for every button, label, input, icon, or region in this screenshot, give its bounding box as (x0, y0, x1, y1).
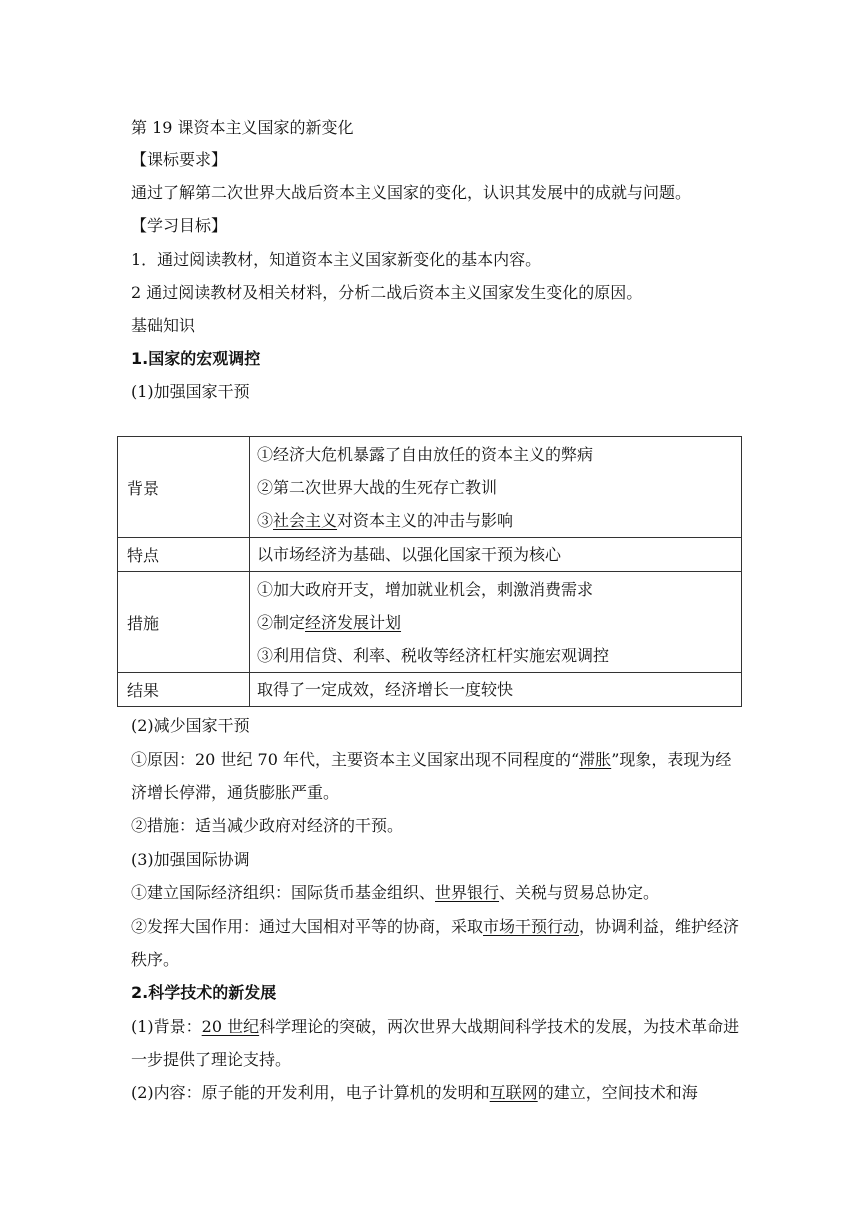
measures-item-2-prefix: ②制定 (257, 612, 306, 632)
subheading-strengthen-intervention: (1)加强国家干预 (131, 382, 250, 401)
background-item-3 (257, 504, 732, 537)
goal-item-1: 1．通过阅读教材，知道资本主义国家新变化的基本内容。 (131, 250, 542, 269)
reason-paragraph (131, 743, 741, 809)
row-label-measures: 措施 (118, 572, 250, 673)
intervention-table (117, 436, 742, 707)
tech-content-suffix: 的建立，空间技术和海 (537, 1083, 698, 1102)
organizations-prefix: ①建立国际经济组织：国际货币基金组织、 (131, 883, 436, 902)
tech-background-prefix: (1)背景： (131, 1017, 202, 1036)
basic-knowledge-heading: 基础知识 (131, 316, 196, 335)
subheading-reduce-intervention: (2)减少国家干预 (131, 716, 250, 735)
term-market-intervention: 市场干预行动 (483, 917, 580, 936)
background-item-1: ①经济大危机暴露了自由放任的资本主义的弊病 (257, 444, 594, 464)
table-row-features (118, 538, 742, 572)
reason-prefix: ①原因：20 世纪 70 年代，主要资本主义国家出现不同程度的“ (131, 750, 580, 769)
measures-item-2 (257, 606, 732, 639)
background-item-2: ②第二次世界大战的生死存亡教训 (257, 477, 498, 497)
tech-content-prefix: (2)内容：原子能的开发利用，电子计算机的发明和 (131, 1083, 490, 1102)
table-row-background (118, 437, 742, 538)
section-heading-goals: 【学习目标】 (131, 216, 228, 235)
results-item-1: 取得了一定成效，经济增长一度较快 (257, 680, 514, 699)
measures-cell (250, 572, 742, 673)
features-cell (250, 538, 742, 572)
organizations-suffix: 、关税与贸易总协定。 (499, 883, 660, 902)
results-cell (250, 673, 742, 707)
background-item-3-prefix: ③ (257, 510, 274, 530)
row-label-results: 结果 (118, 673, 250, 707)
lesson-title: 第 19 课资本主义国家的新变化 (131, 118, 354, 137)
row-label-features: 特点 (118, 538, 250, 572)
tech-content-paragraph (131, 1083, 741, 1103)
term-internet: 互联网 (489, 1083, 538, 1102)
heading-science-technology: 2.科学技术的新发展 (131, 983, 277, 1002)
goal-item-2: 2 通过阅读教材及相关材料，分析二战后资本主义国家发生变化的原因。 (131, 283, 643, 302)
curriculum-text: 通过了解第二次世界大战后资本主义国家的变化，认识其发展中的成就与问题。 (131, 183, 692, 202)
features-item-1: 以市场经济为基础、以强化国家干预为核心 (257, 545, 562, 564)
tech-background-suffix: 科学理论的突破，两次世界大战期间科学技术的发展，为技术革命进一步提供了理论支持。 (131, 1017, 740, 1069)
subheading-international-coordination: (3)加强国际协调 (131, 850, 250, 869)
major-powers-suffix: ，协调利益，维护经济秩序。 (131, 917, 740, 969)
measures-item-1: ①加大政府开支，增加就业机会，刺激消费需求 (257, 579, 594, 599)
measure-paragraph: ②措施：适当减少政府对经济的干预。 (131, 816, 404, 835)
background-cell (250, 437, 742, 538)
table-row-measures (118, 572, 742, 673)
major-powers-paragraph (131, 910, 741, 976)
section-heading-curriculum: 【课标要求】 (131, 150, 228, 169)
measures-item-3: ③利用信贷、利率、税收等经济杠杆实施宏观调控 (257, 645, 610, 665)
tech-background-paragraph (131, 1010, 741, 1076)
background-item-3-suffix: 对资本主义的冲击与影响 (337, 510, 514, 530)
heading-macro-control: 1.国家的宏观调控 (131, 349, 261, 368)
term-economic-plan: 经济发展计划 (305, 612, 402, 632)
term-socialism: 社会主义 (273, 510, 338, 530)
term-20th-century: 20 世纪 (201, 1017, 260, 1036)
reason-suffix: ”现象，表现为经济增长停滞，通货膨胀严重。 (131, 750, 732, 802)
term-world-bank: 世界银行 (435, 883, 500, 902)
row-label-background: 背景 (118, 437, 250, 538)
organizations-paragraph (131, 883, 741, 903)
major-powers-prefix: ②发挥大国作用：通过大国相对平等的协商，采取 (131, 917, 484, 936)
term-stagflation: 滞胀 (579, 750, 612, 769)
table-row-results (118, 673, 742, 707)
